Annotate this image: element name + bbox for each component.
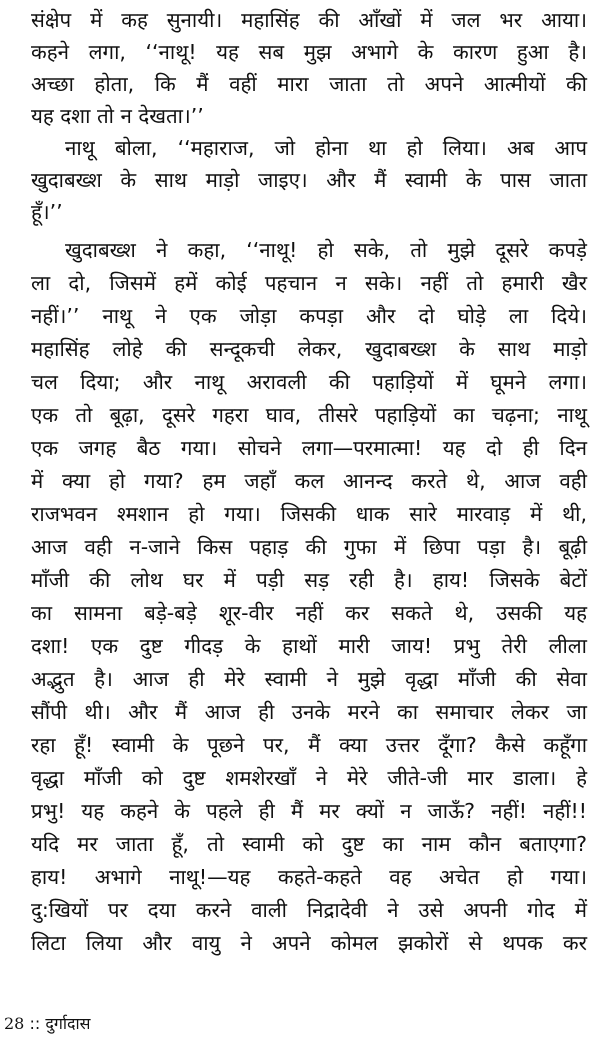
text-line: एक जगह बैठ गया। सोचने लगा—परमात्मा! यह दो ही दिन: [31, 436, 587, 460]
text-line: का सामना बड़े-बड़े शूर-वीर नहीं कर सकते थे, उसकी यह: [31, 601, 587, 625]
text-line: कहने लगा, ‘‘नाथू! यह सब मुझ अभागे के कारण हुआ है।: [31, 40, 587, 64]
text-line: हूँ।’’: [31, 200, 63, 224]
footer-separator: ::: [29, 1014, 41, 1033]
text-line: अद्भुत है। आज ही मेरे स्वामी ने मुझे वृद्धा माँजी की सेवा: [31, 667, 587, 691]
text-line: माँजी की लोथ घर में पड़ी सड़ रही है। हाय! जिसके बेटों: [31, 568, 587, 592]
text-line: में क्या हो गया? हम जहाँ कल आनन्द करते थे, आज वही: [31, 469, 587, 493]
text-line: ला दो, जिसमें हमें कोई पहचान न सके। नहीं तो हमारी खैर: [31, 271, 587, 295]
paragraph-first-line: नाथू बोला, ‘‘महाराज, जो होना था हो लिया। अब आप: [65, 136, 587, 160]
paragraph-first-line: खुदाबख्श ने कहा, ‘‘नाथू! हो सके, तो मुझे दूसरे कपड़े: [65, 238, 587, 262]
text-line: यह दशा तो न देखता।’’: [31, 104, 204, 128]
text-line: अच्छा होता, कि मैं वहीं मारा जाता तो अपने आत्मीयों की: [31, 72, 587, 96]
text-line: दु:खियों पर दया करने वाली निद्रादेवी ने उसे अपनी गोद में: [31, 898, 587, 922]
text-line: आज वही न-जाने किस पहाड़ की गुफा में छिपा पड़ा है। बूढ़ी: [31, 535, 587, 559]
text-line: राजभवन श्मशान हो गया। जिसकी धाक सारे मारवाड़ में थी,: [31, 502, 587, 526]
text-line: खुदाबख्श के साथ माड़ो जाइए। और मैं स्वामी के पास जाता: [31, 168, 587, 192]
text-line: यदि मर जाता हूँ, तो स्वामी को दुष्ट का नाम कौन बताएगा?: [31, 832, 587, 856]
text-line: प्रभु! यह कहने के पहले ही मैं मर क्यों न जाऊँ? नहीं! नहीं!!: [31, 799, 587, 823]
text-line: दशा! एक दुष्ट गीदड़ के हाथों मारी जाय! प्रभु तेरी लीला: [31, 634, 587, 658]
text-line: हाय! अभागे नाथू!—यह कहते-कहते वह अचेत हो गया।: [31, 865, 587, 889]
text-line: चल दिया; और नाथू अरावली की पहाड़ियों में घूमने लगा।: [31, 370, 587, 394]
text-line: सौंपी थी। और मैं आज ही उनके मरने का समाचार लेकर जा: [31, 700, 587, 724]
text-line: संक्षेप में कह सुनायी। महासिंह की आँखों में जल भर आया।: [31, 8, 587, 32]
page-footer: [4, 1012, 90, 1036]
book-title: दुर्गादास: [45, 1014, 91, 1033]
text-line: लिटा लिया और वायु ने अपने कोमल झकोरों से थपक कर: [31, 931, 587, 955]
text-line: नहीं।’’ नाथू ने एक जोड़ा कपड़ा और दो घोड़े ला दिये।: [31, 304, 587, 328]
text-line: रहा हूँ! स्वामी के पूछने पर, मैं क्या उत्तर दूँगा? कैसे कहूँगा: [31, 733, 587, 757]
text-line: महासिंह लोहे की सन्दूकची लेकर, खुदाबख्श के साथ माड़ो: [31, 337, 587, 361]
text-line: वृद्धा माँजी को दुष्ट शमशेरखाँ ने मेरे जीते-जी मार डाला। हे: [31, 766, 587, 790]
page-number: 28: [4, 1014, 25, 1033]
text-line: एक तो बूढ़ा, दूसरे गहरा घाव, तीसरे पहाड़ियों का चढ़ना; नाथू: [31, 403, 587, 427]
